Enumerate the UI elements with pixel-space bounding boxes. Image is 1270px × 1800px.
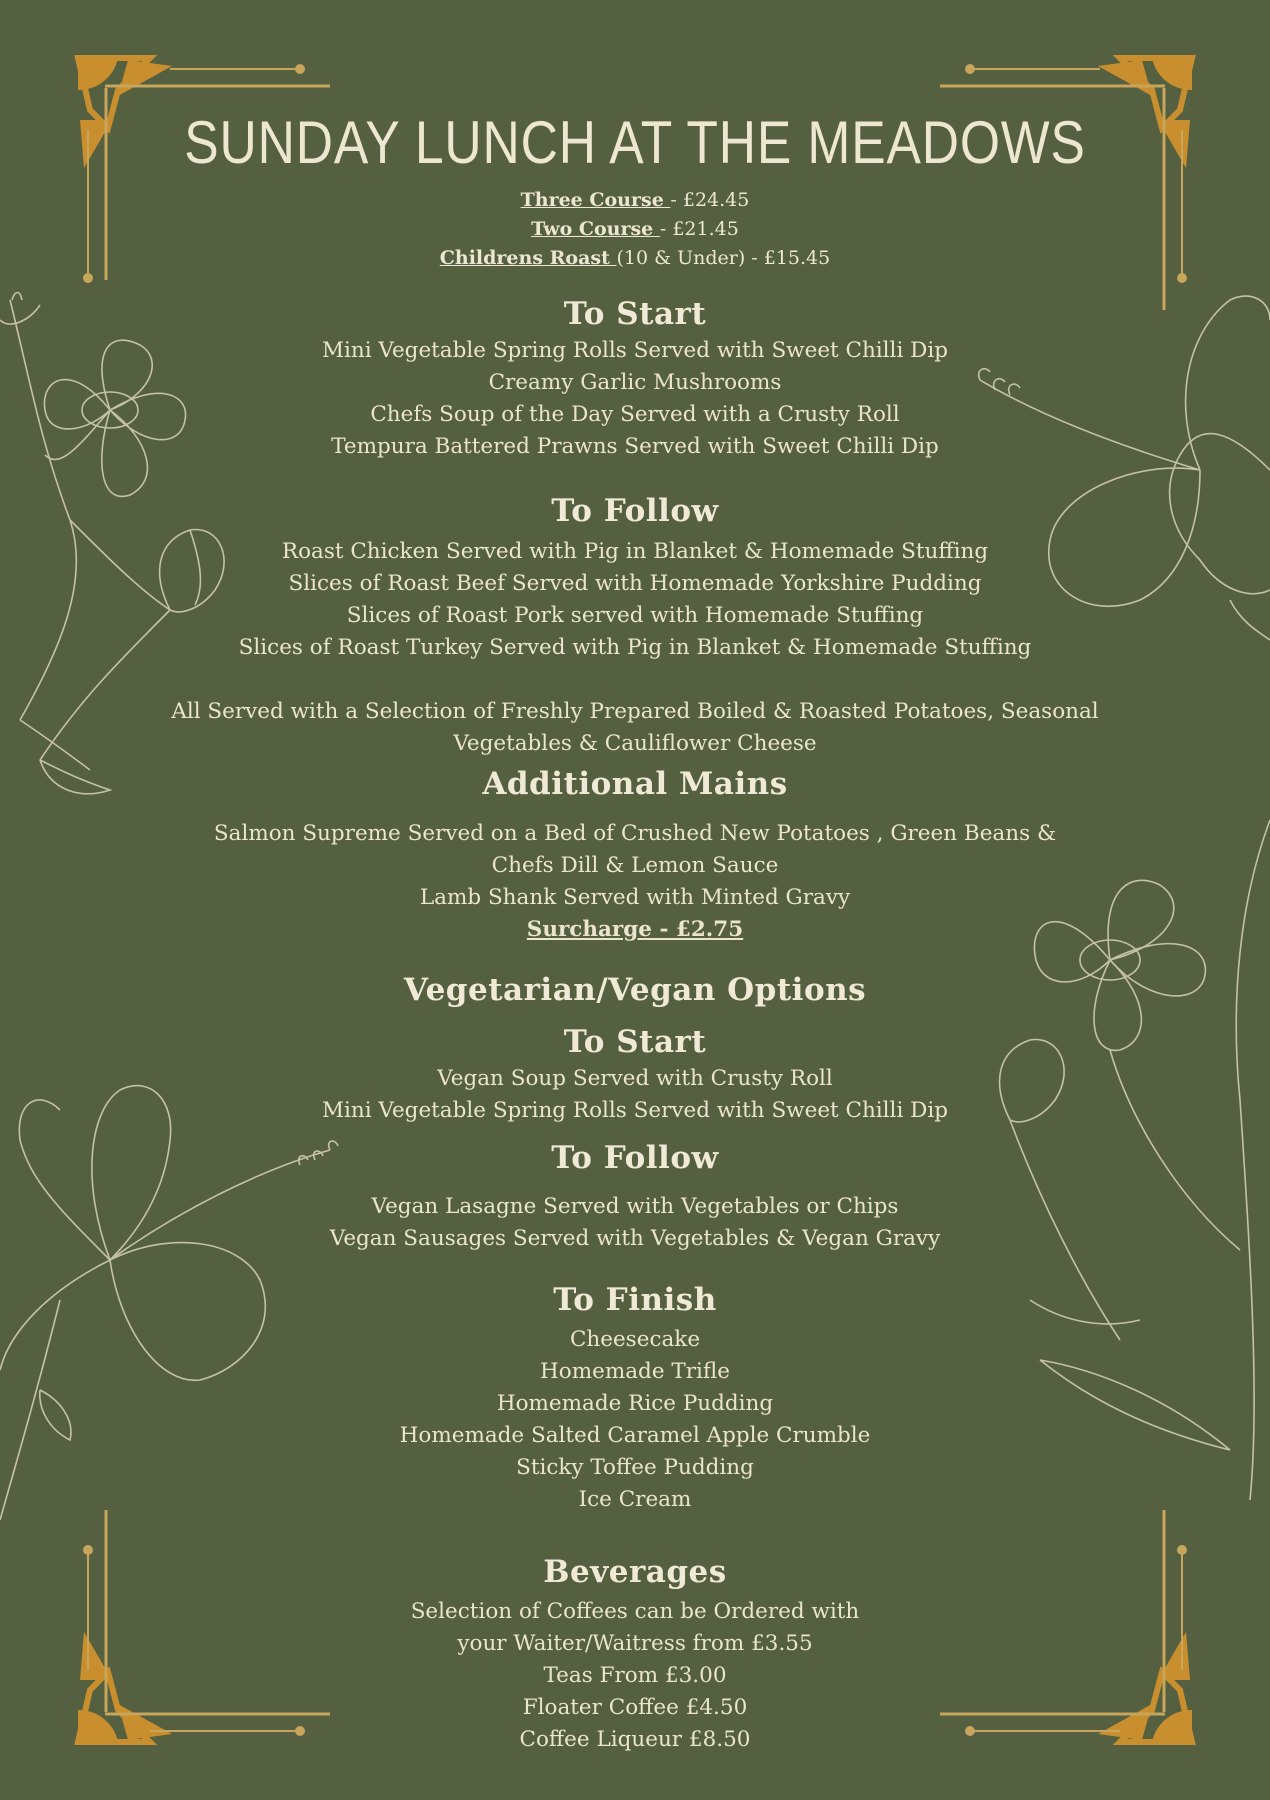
menu-item: Ice Cream (578, 1487, 692, 1512)
menu-item: Lamb Shank Served with Minted Gravy (419, 885, 851, 910)
menu-item: Mini Vegetable Spring Rolls Served with Sweet Chilli Dip (321, 338, 949, 363)
menu-item: Tempura Battered Prawns Served with Sweet Chilli Dip (331, 434, 939, 459)
heading-to-follow: To Follow (551, 493, 719, 529)
served-with-note: Vegetables & Cauliflower Cheese (453, 731, 817, 756)
menu-item: Homemade Salted Caramel Apple Crumble (399, 1423, 871, 1448)
beverage-item: Floater Coffee £4.50 (522, 1695, 748, 1720)
beverage-item: Teas From £3.00 (543, 1663, 727, 1688)
menu-item: Roast Chicken Served with Pig in Blanket & Homemade Stuffing (281, 539, 989, 564)
price-value: - £21.45 (659, 218, 739, 240)
price-label: Childrens Roast (439, 247, 617, 269)
beverage-item: Selection of Coffees can be Ordered with (410, 1599, 860, 1624)
menu-item: Slices of Roast Beef Served with Homemade Yorkshire Pudding (288, 571, 982, 596)
menu-item: Mini Vegetable Spring Rolls Served with Sweet Chilli Dip (321, 1098, 949, 1123)
menu-item: Salmon Supreme Served on a Bed of Crushed New Potatoes , Green Beans & (213, 821, 1057, 846)
menu-item: Slices of Roast Turkey Served with Pig in Blanket & Homemade Stuffing (238, 635, 1032, 660)
menu-item: Homemade Trifle (540, 1359, 730, 1384)
served-with-note: All Served with a Selection of Freshly Prepared Boiled & Roasted Potatoes, Seasonal (171, 699, 1099, 724)
price-two-course (0, 215, 1270, 244)
menu-item: Creamy Garlic Mushrooms (488, 370, 782, 395)
menu-item: Homemade Rice Pudding (496, 1391, 774, 1416)
menu-item: Slices of Roast Pork served with Homemade Stuffing (346, 603, 924, 628)
heading-vegetarian-vegan: Vegetarian/Vegan Options (403, 972, 867, 1008)
heading-to-start: To Start (563, 296, 707, 332)
heading-to-finish: To Finish (553, 1282, 717, 1318)
price-note: (10 & Under) (616, 247, 746, 269)
menu-item: Vegan Soup Served with Crusty Roll (437, 1066, 833, 1091)
price-value: - £15.45 (745, 247, 831, 269)
price-childrens-roast (0, 244, 1270, 273)
menu-item: Sticky Toffee Pudding (516, 1455, 754, 1480)
menu-item: Chefs Soup of the Day Served with a Crusty Roll (370, 402, 900, 427)
heading-veg-to-follow: To Follow (551, 1140, 719, 1176)
menu-item: Vegan Sausages Served with Vegetables & Vegan Gravy (329, 1226, 941, 1251)
beverage-item: your Waiter/Waitress from £3.55 (457, 1631, 813, 1656)
menu-item: Vegan Lasagne Served with Vegetables or Chips (371, 1194, 899, 1219)
menu-title: SUNDAY LUNCH AT THE MEADOWS (184, 109, 1086, 176)
heading-additional-mains: Additional Mains (482, 766, 788, 802)
menu-item: Chefs Dill & Lemon Sauce (491, 853, 779, 878)
price-three-course (0, 186, 1270, 215)
price-label: Two Course (531, 218, 660, 240)
heading-veg-to-start: To Start (563, 1024, 707, 1060)
price-value: - £24.45 (670, 189, 750, 211)
menu-item: Cheesecake (569, 1327, 701, 1352)
beverage-item: Coffee Liqueur £8.50 (519, 1727, 751, 1752)
heading-beverages: Beverages (543, 1554, 727, 1590)
price-label: Three Course (520, 189, 671, 211)
surcharge-note: Surcharge - £2.75 (526, 917, 744, 942)
